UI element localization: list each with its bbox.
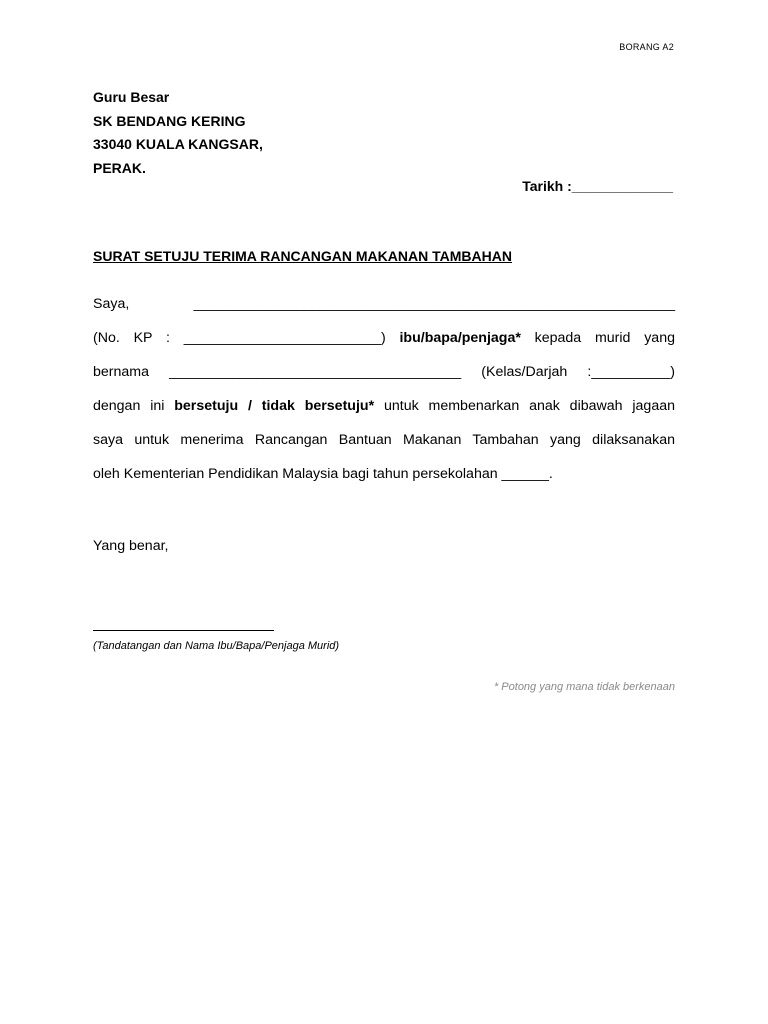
address-line: PERAK.	[93, 159, 146, 176]
footnote: * Potong yang mana tidak berkenaan	[493, 681, 675, 693]
body-text: untuk membenarkan anak dibawah jagaan	[383, 398, 675, 414]
date-blank: _____________	[571, 178, 673, 194]
letter-body	[93, 294, 675, 498]
body-line: saya untuk menerima Rancangan Bantuan Makanan Tambahan yang dilaksanakan	[93, 432, 675, 448]
body-text: dengan ini	[93, 398, 165, 414]
form-code: BORANG A2	[619, 42, 674, 52]
body-text: Saya,	[93, 296, 130, 312]
date-field	[522, 178, 673, 194]
signature-line	[93, 630, 274, 631]
student-name-blank: _____________________________________	[169, 364, 462, 380]
ic-blank: _________________________)	[183, 330, 386, 346]
body-line-year: oleh Kementerian Pendidikan Malaysia bagi tahun persekolahan ______.	[93, 466, 553, 482]
name-blank: _____________________________________________________________	[193, 296, 675, 312]
body-line-student	[93, 362, 675, 396]
signature-caption: (Tandatangan dan Nama Ibu/Bapa/Penjaga Murid)	[93, 640, 340, 652]
guardian-options: ibu/bapa/penjaga*	[399, 330, 521, 346]
letter-title: SURAT SETUJU TERIMA RANCANGAN MAKANAN TAMBAHAN	[93, 248, 512, 264]
body-line-ic	[93, 328, 675, 362]
body-text: (No. KP :	[93, 330, 170, 346]
address-line: Guru Besar	[93, 89, 170, 105]
body-text: bernama	[93, 364, 149, 380]
body-line-name	[93, 294, 675, 328]
date-label: Tarikh :	[522, 178, 572, 194]
closing: Yang benar,	[93, 538, 169, 554]
body-line-consent	[93, 396, 675, 430]
recipient-address	[93, 86, 263, 180]
address-line: 33040 KUALA KANGSAR,	[93, 136, 263, 152]
class-blank: (Kelas/Darjah :__________)	[481, 364, 675, 380]
address-line: SK BENDANG KERING	[93, 112, 246, 129]
consent-options: bersetuju / tidak bersetuju*	[174, 398, 375, 414]
body-text: kepada murid yang	[534, 330, 675, 346]
